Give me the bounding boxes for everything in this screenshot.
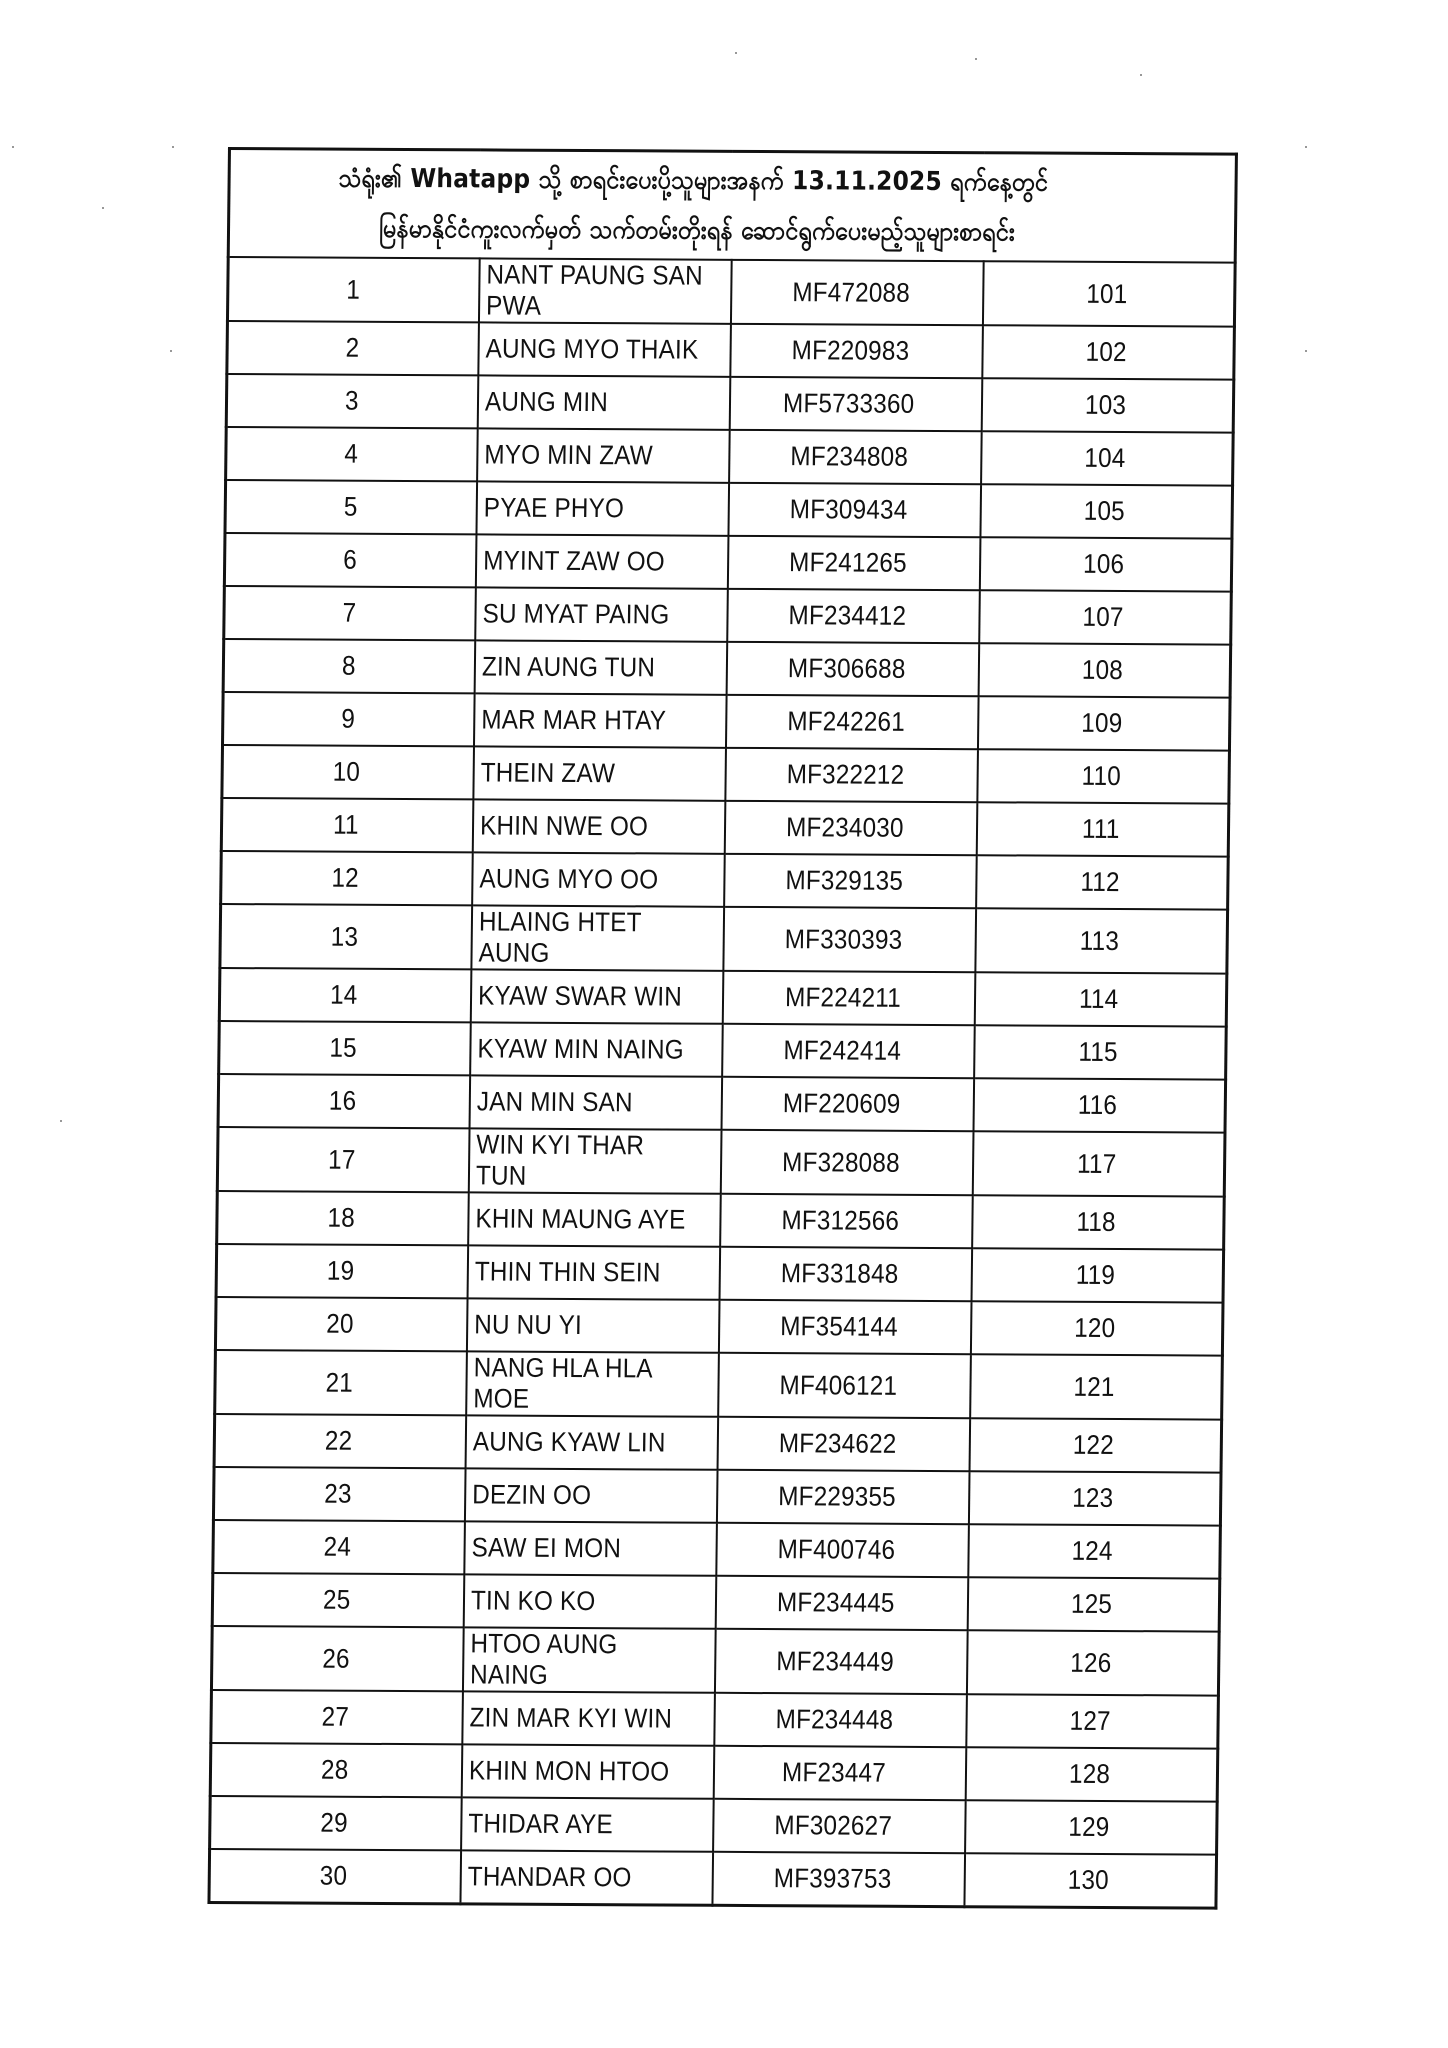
passport-number-cell [725, 801, 977, 855]
name-text: AUNG KYAW LIN [472, 1426, 667, 1458]
row-number-text: 8 [341, 650, 356, 681]
sequence-number-text: 125 [1070, 1588, 1112, 1620]
table-row [213, 1520, 1221, 1579]
row-number-text: 13 [331, 921, 359, 952]
passport-number-cell [730, 324, 982, 378]
name-text: MAR MAR HTAY [481, 704, 667, 736]
name-cell [467, 1298, 719, 1352]
passport-number-cell [718, 1417, 970, 1471]
passport-number-text: MF328088 [781, 1146, 900, 1178]
sequence-number-text: 129 [1067, 1811, 1110, 1843]
sequence-number-text: 124 [1070, 1535, 1113, 1567]
table-row [221, 851, 1229, 910]
table-row [219, 968, 1227, 1027]
passport-number-text: MF5733360 [782, 388, 915, 419]
name-cell [464, 1574, 716, 1628]
name-text: KYAW MIN NAING [477, 1033, 685, 1065]
table-row [215, 1350, 1223, 1420]
scan-speck [102, 207, 104, 209]
name-cell [461, 1797, 713, 1851]
sequence-number-text: 127 [1068, 1705, 1111, 1737]
name-text: HTOO AUNG NAING [470, 1628, 618, 1690]
passport-number-cell [717, 1470, 969, 1524]
sequence-number-cell [975, 908, 1227, 973]
passport-number-cell [723, 971, 975, 1025]
name-cell [466, 1415, 718, 1469]
sequence-number-cell [978, 643, 1230, 697]
passport-number-cell [718, 1353, 970, 1418]
row-number-text: 26 [322, 1643, 351, 1674]
passport-number-text: MF312566 [780, 1205, 899, 1236]
passport-number-text: MF302627 [773, 1810, 892, 1841]
name-cell [475, 640, 727, 694]
passport-number-cell [721, 1130, 973, 1195]
name-text: KYAW SWAR WIN [478, 980, 683, 1012]
name-cell [477, 428, 729, 482]
row-number-text: 25 [323, 1584, 351, 1615]
table-row [217, 1191, 1225, 1250]
sequence-number-cell [978, 696, 1230, 750]
name-cell [479, 322, 731, 376]
row-number-text: 2 [345, 332, 360, 363]
name-text: KHIN MAUNG AYE [475, 1203, 686, 1235]
sequence-number-cell [967, 1630, 1219, 1695]
sequence-number-cell [967, 1577, 1219, 1631]
row-number-text: 24 [323, 1531, 352, 1562]
name-text: AUNG MYO OO [479, 863, 659, 895]
scan-speck [1305, 146, 1307, 148]
name-cell [463, 1627, 715, 1692]
name-cell [471, 969, 723, 1023]
row-number-text: 7 [342, 597, 357, 628]
name-cell [473, 799, 725, 853]
table-row [211, 1690, 1219, 1749]
sequence-number-text: 106 [1082, 548, 1124, 580]
sequence-number-cell [981, 378, 1233, 432]
sequence-number-text: 116 [1077, 1089, 1117, 1121]
title-line-1: သံရုံး၏ Whatapp သို့ စာရင်းပေးပို့သူများအနက် 13.11.2025 ရက်နေ့တွင် [338, 163, 1049, 198]
passport-number-cell [729, 430, 981, 484]
name-text: KHIN NWE OO [480, 810, 649, 842]
name-cell [465, 1468, 717, 1522]
passport-number-text: MF234622 [778, 1428, 897, 1459]
passport-number-text: MF23447 [781, 1757, 887, 1788]
passport-number-cell [719, 1300, 971, 1354]
sequence-number-cell [976, 855, 1228, 909]
name-cell [474, 746, 726, 800]
row-number-text: 4 [344, 438, 359, 469]
sequence-number-cell [982, 325, 1234, 379]
name-cell [477, 481, 729, 535]
passport-number-text: MF220609 [782, 1088, 901, 1119]
name-text: THIN THIN SEIN [474, 1256, 661, 1288]
sequence-number-text: 102 [1084, 336, 1127, 368]
sequence-number-text: 119 [1075, 1259, 1115, 1291]
row-number-cell [210, 1796, 462, 1850]
sequence-number-text: 110 [1081, 760, 1121, 792]
name-cell [475, 587, 727, 641]
row-number-text: 1 [346, 274, 361, 305]
sequence-number-text: 107 [1081, 601, 1124, 633]
row-number-cell [219, 968, 471, 1022]
table-row [211, 1626, 1219, 1696]
passport-number-cell [722, 1024, 974, 1078]
passport-number-text: MF241265 [788, 547, 907, 578]
sequence-number-text: 130 [1067, 1864, 1109, 1896]
sequence-number-cell [974, 1025, 1226, 1079]
passport-number-cell [728, 483, 980, 537]
passport-number-text: MF472088 [791, 276, 910, 308]
name-cell [470, 1022, 722, 1076]
passport-number-text: MF234445 [776, 1587, 895, 1618]
name-text: AUNG MIN [485, 386, 609, 418]
sequence-number-text: 122 [1072, 1429, 1114, 1461]
name-text: THANDAR OO [467, 1861, 633, 1893]
sequence-number-text: 101 [1085, 278, 1128, 309]
passport-number-text: MF400746 [776, 1534, 895, 1565]
sequence-number-text: 114 [1078, 983, 1119, 1015]
table-row [225, 480, 1233, 539]
sequence-number-text: 111 [1081, 813, 1120, 845]
name-cell [466, 1351, 718, 1416]
name-text: TIN KO KO [471, 1585, 596, 1617]
sequence-number-text: 117 [1076, 1148, 1117, 1179]
name-text: ZIN AUNG TUN [482, 651, 656, 683]
passport-number-cell [731, 260, 983, 325]
sequence-number-cell [976, 802, 1228, 856]
passport-number-text: MF224211 [784, 982, 901, 1013]
passport-number-cell [724, 854, 976, 908]
sequence-number-cell [974, 972, 1226, 1026]
name-text: MYINT ZAW OO [483, 545, 666, 577]
row-number-text: 21 [325, 1367, 354, 1398]
name-cell [476, 534, 728, 588]
sequence-number-cell [966, 1694, 1218, 1748]
name-text: WIN KYI THAR TUN [476, 1129, 645, 1191]
row-number-text: 15 [329, 1032, 358, 1063]
row-number-text: 19 [327, 1255, 355, 1286]
row-number-cell [221, 798, 473, 852]
sequence-number-cell [980, 537, 1232, 591]
row-number-cell [222, 745, 474, 799]
table-row [227, 321, 1235, 380]
row-number-cell [210, 1743, 462, 1797]
row-number-cell [227, 321, 479, 375]
sequence-number-cell [983, 261, 1235, 326]
name-text: NU NU YI [474, 1309, 583, 1341]
name-cell [468, 1245, 720, 1299]
passport-number-cell [715, 1629, 967, 1694]
passport-number-text: MF234449 [775, 1645, 894, 1677]
name-text: SU MYAT PAING [482, 598, 670, 630]
table-row [209, 1849, 1217, 1908]
row-number-text: 18 [327, 1202, 356, 1233]
passport-number-cell [714, 1693, 966, 1747]
name-text: PYAE PHYO [483, 492, 625, 524]
row-number-cell [219, 1021, 471, 1075]
row-number-text: 28 [321, 1754, 350, 1785]
title-line-2: မြန်မာနိုင်ငံကူးလက်မှတ် သက်တမ်းတိုးရန် ဆောင်ရွက်ပေးမည့်သူများစာရင်း [378, 213, 1015, 248]
name-text: NANT PAUNG SAN PWA [486, 259, 704, 321]
row-number-text: 3 [344, 385, 359, 416]
row-number-text: 9 [341, 703, 356, 734]
row-number-text: 11 [333, 809, 360, 840]
name-cell [472, 905, 724, 970]
passport-number-text: MF329135 [784, 865, 903, 896]
name-text: SAW EI MON [471, 1532, 622, 1564]
scan-speck [12, 146, 14, 148]
sequence-number-cell [968, 1524, 1220, 1578]
row-number-cell [224, 586, 476, 640]
table-row [222, 745, 1230, 804]
row-number-cell [217, 1191, 469, 1245]
name-text: THIDAR AYE [468, 1808, 614, 1840]
passport-number-text: MF242261 [786, 706, 905, 737]
table-row [226, 427, 1234, 486]
sequence-number-text: 109 [1080, 707, 1123, 739]
scan-speck [60, 1120, 62, 1122]
sequence-number-text: 120 [1073, 1312, 1116, 1344]
sequence-number-cell [972, 1195, 1224, 1249]
scan-speck [172, 146, 174, 148]
sequence-number-cell [965, 1800, 1217, 1854]
sequence-number-cell [969, 1471, 1221, 1525]
table-row [226, 374, 1234, 433]
passport-number-cell [726, 695, 978, 749]
passport-number-cell [713, 1799, 965, 1853]
sequence-number-cell [971, 1301, 1223, 1355]
name-cell [478, 375, 730, 429]
sequence-number-text: 123 [1071, 1482, 1114, 1514]
table-row [216, 1244, 1224, 1303]
name-cell [469, 1128, 721, 1193]
scan-speck [735, 52, 737, 54]
row-number-cell [214, 1414, 466, 1468]
table-row [227, 257, 1235, 327]
name-text: THEIN ZAW [480, 757, 616, 789]
passport-number-cell [728, 536, 980, 590]
row-number-cell [211, 1626, 463, 1691]
row-number-text: 27 [321, 1701, 350, 1732]
name-text: JAN MIN SAN [476, 1086, 634, 1118]
name-text: DEZIN OO [472, 1479, 592, 1511]
row-number-cell [215, 1350, 467, 1415]
sequence-number-text: 113 [1079, 925, 1119, 956]
sequence-number-cell [971, 1248, 1223, 1302]
row-number-cell [217, 1127, 469, 1192]
passport-number-cell [727, 589, 979, 643]
scan-speck [1140, 74, 1142, 76]
name-cell [479, 258, 731, 323]
row-number-cell [209, 1849, 461, 1904]
row-number-text: 6 [343, 544, 358, 575]
passport-number-text: MF242414 [782, 1035, 901, 1066]
sequence-number-cell [977, 749, 1229, 803]
passport-number-cell [714, 1746, 966, 1800]
name-cell [470, 1075, 722, 1129]
row-number-cell [211, 1690, 463, 1744]
sequence-number-text: 126 [1069, 1647, 1112, 1678]
passport-number-text: MF306688 [787, 653, 906, 684]
row-number-cell [227, 257, 479, 322]
table-row [224, 586, 1232, 645]
row-number-cell [225, 480, 477, 534]
passport-number-cell [716, 1523, 968, 1577]
passport-number-cell [712, 1852, 964, 1907]
table-row [221, 798, 1229, 857]
table-row [210, 1796, 1218, 1855]
row-number-text: 20 [326, 1308, 355, 1339]
passport-number-text: MF330393 [784, 923, 903, 955]
passport-number-text: MF220983 [790, 335, 909, 366]
row-number-text: 5 [343, 491, 358, 522]
row-number-cell [213, 1467, 465, 1521]
passport-number-text: MF234030 [785, 812, 904, 843]
sequence-number-cell [973, 1078, 1225, 1132]
table-row [217, 1127, 1225, 1197]
table-row [214, 1414, 1222, 1473]
row-number-text: 17 [328, 1144, 357, 1175]
row-number-text: 22 [325, 1425, 353, 1456]
row-number-cell [213, 1520, 465, 1574]
passport-number-text: MF354144 [779, 1311, 898, 1342]
passport-number-cell [723, 907, 975, 972]
scan-speck [975, 58, 977, 60]
row-number-cell [224, 533, 476, 587]
table-row [224, 533, 1232, 592]
row-number-cell [223, 639, 475, 693]
row-number-cell [216, 1244, 468, 1298]
passport-number-cell [727, 642, 979, 696]
row-number-text: 29 [320, 1807, 349, 1838]
row-number-text: 12 [331, 862, 360, 893]
sequence-number-text: 104 [1083, 442, 1126, 474]
sequence-number-cell [969, 1418, 1221, 1472]
scan-speck [1305, 350, 1307, 352]
passport-number-text: MF322212 [786, 759, 904, 790]
passport-number-text: MF309434 [789, 494, 908, 525]
name-cell [468, 1192, 720, 1246]
sequence-number-text: 115 [1077, 1036, 1118, 1068]
row-number-text: 16 [329, 1085, 357, 1116]
name-cell [461, 1850, 713, 1905]
sequence-number-cell [965, 1747, 1217, 1801]
passport-number-cell [720, 1194, 972, 1248]
scan-speck [170, 350, 172, 352]
sequence-number-cell [970, 1354, 1222, 1419]
name-text: ZIN MAR KYI WIN [469, 1702, 673, 1734]
table-row [223, 639, 1231, 698]
passport-number-text: MF331848 [780, 1258, 899, 1289]
row-number-cell [226, 427, 478, 481]
row-number-text: 14 [330, 979, 359, 1010]
passport-number-cell [725, 748, 977, 802]
name-cell [463, 1691, 715, 1745]
row-number-cell [221, 851, 473, 905]
table-row [215, 1297, 1223, 1356]
passport-number-cell [720, 1247, 972, 1301]
passport-number-text: MF406121 [778, 1369, 897, 1401]
passport-number-text: MF229355 [777, 1481, 896, 1512]
sequence-number-cell [973, 1131, 1225, 1196]
passport-number-text: MF393753 [773, 1863, 892, 1894]
name-text: MYO MIN ZAW [484, 439, 654, 471]
name-text: NANG HLA HLA MOE [473, 1352, 652, 1414]
sequence-number-text: 121 [1072, 1371, 1115, 1402]
sequence-number-text: 103 [1084, 389, 1126, 421]
row-number-text: 23 [324, 1478, 353, 1509]
name-text: AUNG MYO THAIK [485, 333, 699, 365]
name-cell [465, 1521, 717, 1575]
table-row [218, 1074, 1226, 1133]
row-number-text: 30 [320, 1860, 348, 1891]
table-title-cell [228, 149, 1236, 263]
sequence-number-text: 108 [1081, 654, 1123, 686]
passport-number-cell [730, 377, 982, 431]
name-cell [474, 693, 726, 747]
table-row [223, 692, 1231, 751]
table-row [213, 1467, 1221, 1526]
sequence-number-cell [981, 431, 1233, 485]
passport-renewal-list-table [207, 147, 1237, 1910]
sequence-number-text: 118 [1075, 1206, 1116, 1238]
table-row [210, 1743, 1218, 1802]
row-number-cell [212, 1573, 464, 1627]
sequence-number-text: 128 [1068, 1758, 1110, 1790]
name-text: HLAING HTET AUNG [478, 906, 642, 968]
row-number-cell [226, 374, 478, 428]
name-cell [462, 1744, 714, 1798]
table-header-row [228, 149, 1236, 263]
row-number-text: 10 [332, 756, 361, 787]
sequence-number-cell [980, 484, 1232, 538]
passport-number-text: MF234412 [787, 600, 906, 631]
row-number-cell [220, 904, 472, 969]
row-number-cell [215, 1297, 467, 1351]
passport-number-cell [722, 1077, 974, 1131]
passport-number-text: MF234448 [774, 1704, 893, 1735]
sequence-number-text: 112 [1079, 866, 1120, 898]
passport-number-cell [716, 1576, 968, 1630]
name-cell [472, 852, 724, 906]
sequence-number-cell [979, 590, 1231, 644]
table-row [220, 904, 1228, 974]
row-number-cell [218, 1074, 470, 1128]
passport-number-text: MF234808 [789, 441, 908, 472]
name-text: KHIN MON HTOO [469, 1755, 670, 1787]
table-row [219, 1021, 1227, 1080]
row-number-cell [223, 692, 475, 746]
sequence-number-cell [964, 1853, 1216, 1908]
table-row [212, 1573, 1220, 1632]
sequence-number-text: 105 [1083, 495, 1125, 527]
